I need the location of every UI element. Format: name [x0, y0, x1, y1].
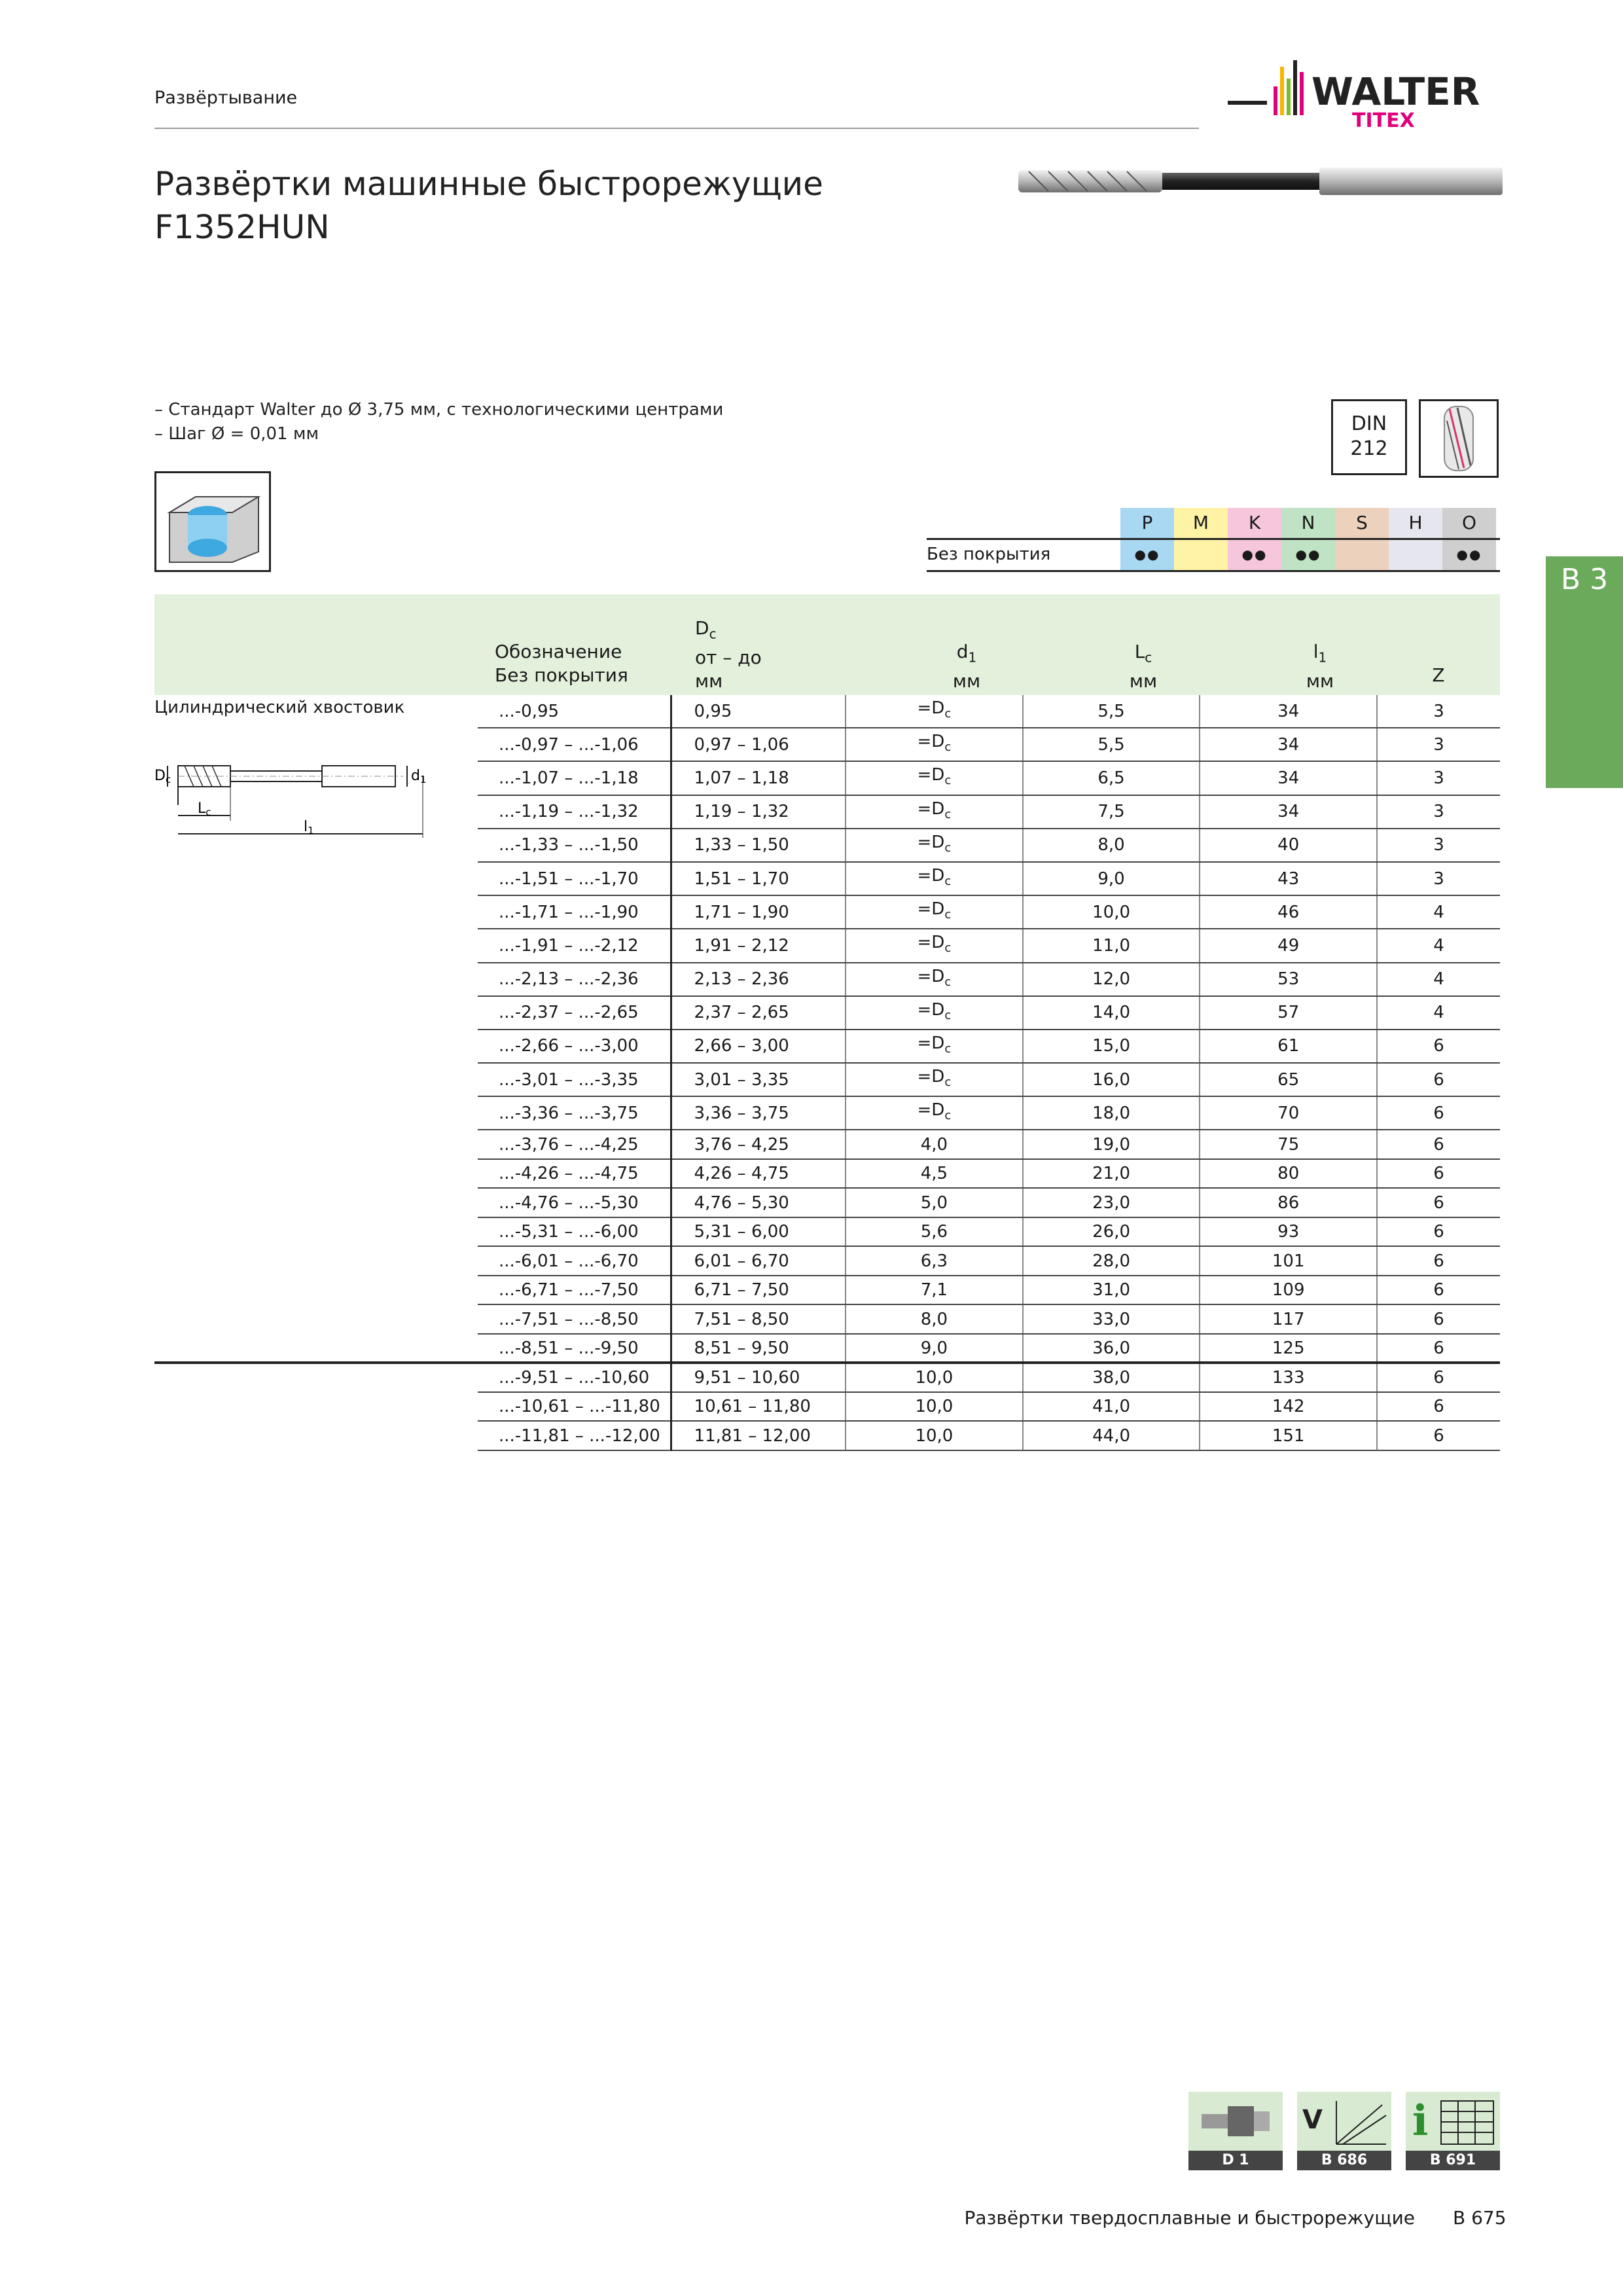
- cell-l1: 93: [1200, 1217, 1377, 1247]
- cell-l1: 34: [1200, 761, 1377, 795]
- cell-z: 4: [1377, 895, 1500, 929]
- ref-label: D 1: [1188, 2151, 1283, 2170]
- cell-lc: 16,0: [1023, 1063, 1200, 1096]
- cell-d1: $=D_c$: [846, 929, 1023, 962]
- cell-d1: 4,0: [846, 1130, 1023, 1159]
- svg-text:V: V: [1302, 2105, 1323, 2135]
- table-row: [478, 1217, 1500, 1247]
- rating-n: ●●: [1281, 540, 1335, 570]
- cell-lc: 33,0: [1023, 1304, 1200, 1334]
- cell-lc: 41,0: [1023, 1392, 1200, 1422]
- cell-dc-range: 0,95: [671, 695, 846, 728]
- cell-designation: ...-3,36 – ...-3,75: [478, 1096, 671, 1130]
- table-row: [478, 1096, 1500, 1130]
- logo-sub: TITEX: [1352, 109, 1415, 132]
- cell-lc: 10,0: [1023, 895, 1200, 929]
- cell-lc: 8,0: [1023, 829, 1200, 862]
- page-title: [154, 162, 823, 249]
- cell-d1: 4,5: [846, 1159, 1023, 1189]
- cell-l1: 75: [1200, 1130, 1377, 1159]
- cell-designation: ...-3,01 – ...-3,35: [478, 1063, 671, 1096]
- header-z: Z: [1432, 664, 1445, 686]
- cell-dc-range: 10,61 – 11,80: [671, 1392, 846, 1422]
- cell-dc-range: 8,51 – 9,50: [671, 1334, 846, 1363]
- table-row: [478, 929, 1500, 962]
- header-l1: $l_1$ мм: [1306, 641, 1334, 692]
- note-item: – Шаг Ø = 0,01 мм: [154, 424, 319, 444]
- material-k: K: [1228, 508, 1281, 538]
- cell-d1: 9,0: [846, 1334, 1023, 1363]
- table-row: [478, 895, 1500, 929]
- cell-dc-range: 2,13 – 2,36: [671, 963, 846, 996]
- cell-d1: $=D_c$: [846, 1063, 1023, 1096]
- cell-d1: 8,0: [846, 1304, 1023, 1334]
- cell-dc-range: 6,71 – 7,50: [671, 1276, 846, 1305]
- ref-label: B 686: [1297, 2151, 1391, 2170]
- cell-z: 6: [1377, 1030, 1500, 1063]
- cell-designation: ...-2,37 – ...-2,65: [478, 996, 671, 1030]
- rating-p: ●●: [1120, 540, 1174, 570]
- cell-d1: $=D_c$: [846, 895, 1023, 929]
- cell-z: 6: [1377, 1246, 1500, 1276]
- cell-d1: 10,0: [846, 1363, 1023, 1392]
- cell-z: 6: [1377, 1363, 1500, 1392]
- header-lc: $L_c$ мм: [1129, 641, 1158, 692]
- cell-l1: 40: [1200, 829, 1377, 862]
- cell-dc-range: 4,76 – 5,30: [671, 1188, 846, 1217]
- table-row: [478, 1276, 1500, 1305]
- din-label: DIN: [1351, 412, 1387, 435]
- svg-text:i: i: [1412, 2096, 1429, 2145]
- cell-designation: ...-3,76 – ...-4,25: [478, 1130, 671, 1159]
- reamer-photo: [1016, 157, 1504, 206]
- cell-designation: ...-1,91 – ...-2,12: [478, 929, 671, 962]
- cell-z: 3: [1377, 728, 1500, 761]
- cell-d1: $=D_c$: [846, 695, 1023, 728]
- table-row: [478, 728, 1500, 761]
- cell-lc: 18,0: [1023, 1096, 1200, 1130]
- table-row: [478, 1392, 1500, 1422]
- header-rule: [154, 128, 1199, 129]
- cell-dc-range: 3,36 – 3,75: [671, 1096, 846, 1130]
- cell-z: 3: [1377, 761, 1500, 795]
- table-row: [478, 761, 1500, 795]
- cell-designation: ...-0,97 – ...-1,06: [478, 728, 671, 761]
- cell-lc: 28,0: [1023, 1246, 1200, 1276]
- cell-l1: 117: [1200, 1304, 1377, 1334]
- cell-l1: 49: [1200, 929, 1377, 962]
- walter-titex-logo: [1228, 60, 1503, 132]
- cell-d1: $=D_c$: [846, 862, 1023, 895]
- cell-z: 6: [1377, 1159, 1500, 1189]
- cell-l1: 86: [1200, 1188, 1377, 1217]
- cell-z: 6: [1377, 1188, 1500, 1217]
- cell-z: 6: [1377, 1096, 1500, 1130]
- cell-d1: 10,0: [846, 1392, 1023, 1422]
- cell-d1: $=D_c$: [846, 795, 1023, 829]
- material-h: H: [1389, 508, 1442, 538]
- table-row: [478, 1246, 1500, 1276]
- material-groups-table: [927, 508, 1500, 572]
- table-row: [478, 795, 1500, 829]
- cell-z: 3: [1377, 795, 1500, 829]
- through-hole-geometry-icon: [154, 471, 271, 572]
- table-header: [154, 594, 1500, 695]
- cell-designation: ...-6,71 – ...-7,50: [478, 1276, 671, 1305]
- cell-lc: 15,0: [1023, 1030, 1200, 1063]
- page-number: B 675: [1453, 2207, 1507, 2229]
- cell-l1: 133: [1200, 1363, 1377, 1392]
- straight-flute-icon: [1419, 399, 1499, 478]
- cell-l1: 57: [1200, 996, 1377, 1030]
- cell-lc: 9,0: [1023, 862, 1200, 895]
- table-row: [478, 1188, 1500, 1217]
- title-line-2: F1352HUN: [154, 208, 330, 246]
- cell-lc: 7,5: [1023, 795, 1200, 829]
- cell-z: 6: [1377, 1421, 1500, 1450]
- cell-z: 6: [1377, 1304, 1500, 1334]
- title-line-1: Развёртки машинные быстрорежущие: [154, 165, 823, 203]
- drawing-dc: Dc: [154, 768, 171, 785]
- cell-l1: 61: [1200, 1030, 1377, 1063]
- cell-z: 6: [1377, 1217, 1500, 1247]
- cell-d1: 5,6: [846, 1217, 1023, 1247]
- din-standard-badge: [1331, 399, 1407, 475]
- table-row: [478, 1421, 1500, 1450]
- cell-designation: ...-6,01 – ...-6,70: [478, 1246, 671, 1276]
- cell-lc: 44,0: [1023, 1421, 1200, 1450]
- cell-lc: 31,0: [1023, 1276, 1200, 1305]
- cell-designation: ...-2,66 – ...-3,00: [478, 1030, 671, 1063]
- drawing-lc: Lc: [198, 800, 211, 818]
- rating-k: ●●: [1228, 540, 1281, 570]
- cell-designation: ...-1,71 – ...-1,90: [478, 895, 671, 929]
- cell-z: 3: [1377, 829, 1500, 862]
- table-row: [478, 1130, 1500, 1159]
- rating-s: [1335, 540, 1389, 570]
- cell-d1: $=D_c$: [846, 996, 1023, 1030]
- ref-d1[interactable]: [1188, 2092, 1283, 2172]
- cell-dc-range: 2,66 – 3,00: [671, 1030, 846, 1063]
- table-row: [478, 1363, 1500, 1392]
- cell-l1: 53: [1200, 963, 1377, 996]
- cell-z: 6: [1377, 1334, 1500, 1363]
- cell-d1: $=D_c$: [846, 728, 1023, 761]
- cell-designation: ...-1,51 – ...-1,70: [478, 862, 671, 895]
- note-item: – Стандарт Walter до Ø 3,75 мм, с технологическими центрами: [154, 400, 724, 420]
- reamer-size-table: [478, 695, 1500, 1451]
- cell-d1: 7,1: [846, 1276, 1023, 1305]
- cell-lc: 6,5: [1023, 761, 1200, 795]
- table-row: [478, 1030, 1500, 1063]
- cell-dc-range: 4,26 – 4,75: [671, 1159, 846, 1189]
- cell-z: 6: [1377, 1063, 1500, 1096]
- cell-d1: $=D_c$: [846, 1096, 1023, 1130]
- cell-z: 6: [1377, 1392, 1500, 1422]
- table-row: [478, 996, 1500, 1030]
- cell-dc-range: 0,97 – 1,06: [671, 728, 846, 761]
- header-designation: Обозначение Без покрытия: [495, 641, 628, 686]
- cell-l1: 70: [1200, 1096, 1377, 1130]
- cell-l1: 80: [1200, 1159, 1377, 1189]
- cell-lc: 11,0: [1023, 929, 1200, 962]
- cell-z: 4: [1377, 963, 1500, 996]
- cell-lc: 21,0: [1023, 1159, 1200, 1189]
- cell-d1: $=D_c$: [846, 761, 1023, 795]
- cell-lc: 19,0: [1023, 1130, 1200, 1159]
- table-row: [478, 862, 1500, 895]
- cell-designation: ...-2,13 – ...-2,36: [478, 963, 671, 996]
- ref-label: B 691: [1406, 2151, 1500, 2170]
- table-row: [478, 1334, 1500, 1363]
- cell-dc-range: 1,07 – 1,18: [671, 761, 846, 795]
- rating-m: [1174, 540, 1228, 570]
- drawing-l1: l1: [304, 819, 314, 836]
- info-table-icon: [1406, 2092, 1500, 2151]
- footer-section-title: Развёртки твердосплавные и быстрорежущие: [964, 2207, 1415, 2229]
- material-s: S: [1335, 508, 1389, 538]
- table-row: [478, 1063, 1500, 1096]
- rating-o: ●●: [1442, 540, 1496, 570]
- reamer-dimension-drawing: [154, 753, 449, 844]
- cell-d1: 6,3: [846, 1246, 1023, 1276]
- material-m: M: [1174, 508, 1228, 538]
- din-number: 212: [1350, 437, 1388, 460]
- rating-h: [1389, 540, 1442, 570]
- cell-dc-range: 6,01 – 6,70: [671, 1246, 846, 1276]
- cell-designation: ...-8,51 – ...-9,50: [478, 1334, 671, 1363]
- cell-z: 6: [1377, 1276, 1500, 1305]
- drawing-d1: d1: [411, 768, 427, 785]
- material-rating-row: [927, 538, 1500, 572]
- cell-lc: 36,0: [1023, 1334, 1200, 1363]
- cell-d1: $=D_c$: [846, 1030, 1023, 1063]
- cell-z: 3: [1377, 695, 1500, 728]
- cell-dc-range: 3,01 – 3,35: [671, 1063, 846, 1096]
- cell-designation: ...-4,76 – ...-5,30: [478, 1188, 671, 1217]
- cell-dc-range: 3,76 – 4,25: [671, 1130, 846, 1159]
- cell-dc-range: 1,19 – 1,32: [671, 795, 846, 829]
- cell-l1: 142: [1200, 1392, 1377, 1422]
- cell-dc-range: 7,51 – 8,50: [671, 1304, 846, 1334]
- cell-dc-range: 5,31 – 6,00: [671, 1217, 846, 1247]
- table-row: [478, 1159, 1500, 1189]
- feature-notes: [154, 398, 723, 446]
- cell-l1: 34: [1200, 728, 1377, 761]
- cell-lc: 26,0: [1023, 1217, 1200, 1247]
- cell-dc-range: 11,81 – 12,00: [671, 1421, 846, 1450]
- cell-l1: 34: [1200, 795, 1377, 829]
- tool-holder-icon: [1188, 2092, 1283, 2151]
- cell-dc-range: 1,71 – 1,90: [671, 895, 846, 929]
- cell-lc: 5,5: [1023, 695, 1200, 728]
- cell-l1: 151: [1200, 1421, 1377, 1450]
- ref-b686[interactable]: [1297, 2092, 1391, 2172]
- cell-lc: 5,5: [1023, 728, 1200, 761]
- ref-b691[interactable]: [1406, 2092, 1500, 2172]
- coating-label: Без покрытия: [927, 545, 1051, 564]
- cell-z: 6: [1377, 1130, 1500, 1159]
- material-p: P: [1120, 508, 1174, 538]
- header-dc: $D_c$ от – до мм: [695, 617, 762, 692]
- cell-lc: 14,0: [1023, 996, 1200, 1030]
- cell-designation: ...-0,95: [478, 695, 671, 728]
- cell-l1: 101: [1200, 1246, 1377, 1276]
- cell-designation: ...-11,81 – ...-12,00: [478, 1421, 671, 1450]
- cell-d1: 10,0: [846, 1421, 1023, 1450]
- cell-z: 4: [1377, 929, 1500, 962]
- cell-designation: ...-7,51 – ...-8,50: [478, 1304, 671, 1334]
- cutting-speed-chart-icon: [1297, 2092, 1391, 2151]
- cell-dc-range: 9,51 – 10,60: [671, 1363, 846, 1392]
- cell-z: 4: [1377, 996, 1500, 1030]
- cell-designation: ...-1,33 – ...-1,50: [478, 829, 671, 862]
- table-bottom-rule: [154, 1361, 1500, 1364]
- material-o: O: [1442, 508, 1496, 538]
- cell-designation: ...-10,61 – ...-11,80: [478, 1392, 671, 1422]
- cell-l1: 109: [1200, 1276, 1377, 1305]
- cell-designation: ...-1,19 – ...-1,32: [478, 795, 671, 829]
- header-d1: $d_1$ мм: [952, 641, 981, 692]
- cell-lc: 23,0: [1023, 1188, 1200, 1217]
- cell-dc-range: 1,33 – 1,50: [671, 829, 846, 862]
- cell-l1: 65: [1200, 1063, 1377, 1096]
- cell-designation: ...-4,26 – ...-4,75: [478, 1159, 671, 1189]
- table-row: [478, 1304, 1500, 1334]
- cell-dc-range: 1,91 – 2,12: [671, 929, 846, 962]
- table-row: [478, 695, 1500, 728]
- shank-type-label: Цилиндрический хвостовик: [154, 698, 405, 717]
- logo-word: WALTER: [1311, 69, 1480, 114]
- chapter-tab[interactable]: B 3: [1546, 556, 1623, 788]
- cell-lc: 38,0: [1023, 1363, 1200, 1392]
- cell-d1: $=D_c$: [846, 963, 1023, 996]
- cell-l1: 125: [1200, 1334, 1377, 1363]
- section-label: Развёртывание: [154, 88, 298, 108]
- table-row: [478, 829, 1500, 862]
- cell-dc-range: 1,51 – 1,70: [671, 862, 846, 895]
- cell-l1: 34: [1200, 695, 1377, 728]
- cell-designation: ...-5,31 – ...-6,00: [478, 1217, 671, 1247]
- cell-l1: 43: [1200, 862, 1377, 895]
- table-row: [478, 963, 1500, 996]
- cell-dc-range: 2,37 – 2,65: [671, 996, 846, 1030]
- cell-designation: ...-1,07 – ...-1,18: [478, 761, 671, 795]
- material-header-row: [927, 508, 1500, 538]
- cell-l1: 46: [1200, 895, 1377, 929]
- cell-lc: 12,0: [1023, 963, 1200, 996]
- material-n: N: [1281, 508, 1335, 538]
- cell-d1: $=D_c$: [846, 829, 1023, 862]
- cell-d1: 5,0: [846, 1188, 1023, 1217]
- cell-designation: ...-9,51 – ...-10,60: [478, 1363, 671, 1392]
- cell-z: 3: [1377, 862, 1500, 895]
